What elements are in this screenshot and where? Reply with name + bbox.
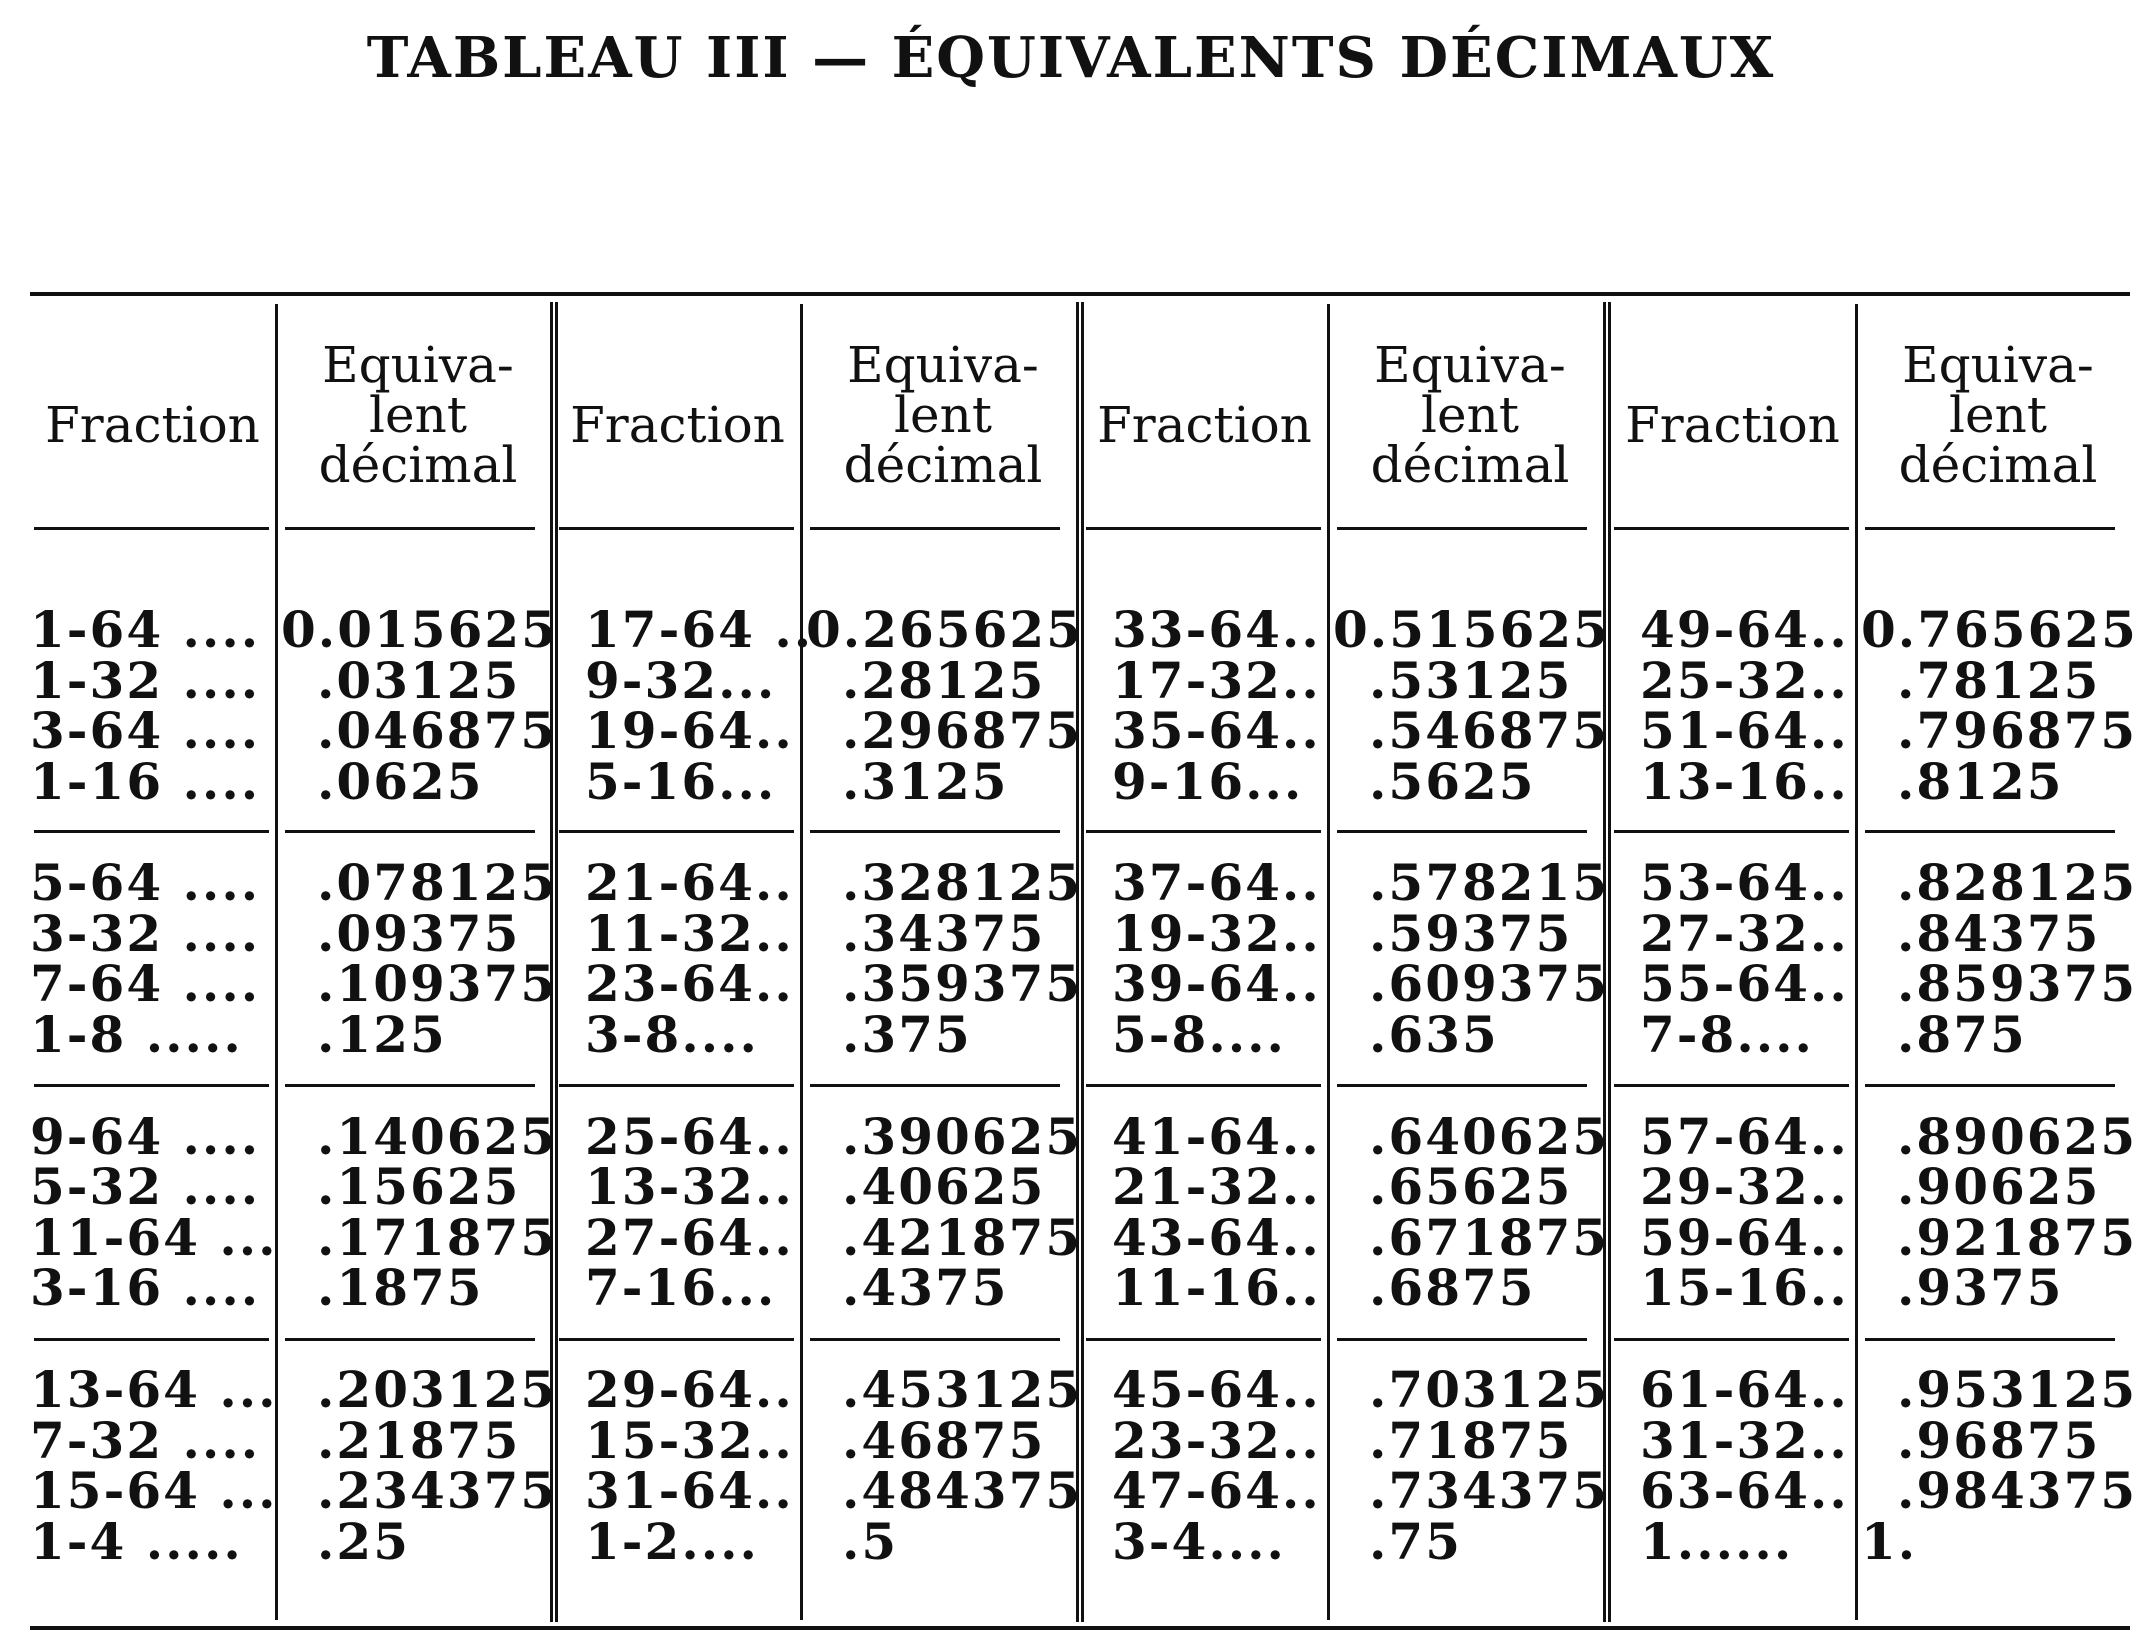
decimal-cell: .15625	[317, 1157, 521, 1216]
fraction-cell: 1-32 ....	[30, 651, 261, 710]
fraction-cell: 29-32..	[1640, 1157, 1849, 1216]
group-rule	[1865, 830, 2115, 833]
header-rule	[1614, 527, 1849, 530]
decimal-cell: .390625	[842, 1107, 1083, 1166]
decimal-cell: 0.515625	[1333, 600, 1610, 659]
decimal-cell: .46875	[842, 1411, 1046, 1470]
fraction-cell: 17-32..	[1112, 651, 1321, 710]
fraction-cell: 1-8 .....	[30, 1005, 243, 1064]
fraction-cell: 23-32..	[1112, 1411, 1321, 1470]
header-decimal-line: Equiva-	[322, 336, 514, 394]
group-rule	[810, 1338, 1060, 1341]
decimal-cell: .21875	[317, 1411, 521, 1470]
decimal-cell: .375	[842, 1005, 972, 1064]
fraction-cell: 19-32..	[1112, 904, 1321, 963]
decimal-cell: .03125	[317, 651, 521, 710]
header-decimal-equivalent	[1863, 336, 2133, 494]
fraction-cell: 19-64..	[585, 701, 794, 760]
decimal-cell: .1875	[317, 1258, 484, 1317]
fraction-cell: 25-64..	[585, 1107, 794, 1166]
fraction-cell: 11-16..	[1112, 1258, 1321, 1317]
fraction-cell: 15-64 ...	[30, 1461, 278, 1520]
header-decimal-line: Equiva-	[1902, 336, 2094, 394]
fraction-decimal-separator	[1327, 304, 1330, 1620]
decimal-cell: 0.265625	[806, 600, 1083, 659]
header-rule	[1337, 527, 1587, 530]
fraction-cell: 11-64 ...	[30, 1208, 278, 1267]
header-rule	[1865, 527, 2115, 530]
fraction-cell: 1-2....	[585, 1512, 759, 1571]
fraction-cell: 25-32..	[1640, 651, 1849, 710]
fraction-cell: 49-64..	[1640, 600, 1849, 659]
decimal-cell: .65625	[1369, 1157, 1573, 1216]
decimal-cell: .4375	[842, 1258, 1009, 1317]
decimal-cell: .109375	[317, 954, 558, 1013]
decimal-cell: .703125	[1369, 1360, 1610, 1419]
header-decimal-line: lent	[369, 386, 467, 444]
header-rule	[559, 527, 794, 530]
header-decimal-equivalent	[283, 336, 553, 494]
decimal-cell: .09375	[317, 904, 521, 963]
group-rule	[285, 1338, 535, 1341]
fraction-cell: 15-16..	[1640, 1258, 1849, 1317]
decimal-cell: .84375	[1897, 904, 2101, 963]
decimal-cell: .484375	[842, 1461, 1083, 1520]
page-title: TABLEAU III — ÉQUIVALENTS DÉCIMAUX	[366, 25, 1776, 91]
decimal-cell: .5	[842, 1512, 899, 1571]
table-top-rule	[30, 292, 2130, 296]
decimal-cell: .921875	[1897, 1208, 2138, 1267]
group-rule	[559, 830, 794, 833]
header-decimal-line: lent	[1949, 386, 2047, 444]
decimal-cell: .046875	[317, 701, 558, 760]
decimal-cell: .59375	[1369, 904, 1573, 963]
group-rule	[34, 1338, 269, 1341]
fraction-cell: 1-4 .....	[30, 1512, 243, 1571]
fraction-cell: 47-64..	[1112, 1461, 1321, 1520]
fraction-cell: 33-64..	[1112, 600, 1321, 659]
decimal-cell: .0625	[317, 752, 484, 811]
fraction-cell: 1......	[1640, 1512, 1794, 1571]
fraction-cell: 21-64..	[585, 853, 794, 912]
fraction-cell: 27-32..	[1640, 904, 1849, 963]
decimal-cell: .359375	[842, 954, 1083, 1013]
fraction-cell: 1-64 ....	[30, 600, 261, 659]
decimal-cell: .640625	[1369, 1107, 1610, 1166]
decimal-cell: .75	[1369, 1512, 1462, 1571]
fraction-cell: 1-16 ....	[30, 752, 261, 811]
fraction-cell: 39-64..	[1112, 954, 1321, 1013]
fraction-cell: 13-32..	[585, 1157, 794, 1216]
decimal-cell: .71875	[1369, 1411, 1573, 1470]
decimal-cell: .28125	[842, 651, 1046, 710]
header-fraction: Fraction	[45, 396, 260, 454]
group-rule	[1614, 1338, 1849, 1341]
fraction-cell: 3-8....	[585, 1005, 759, 1064]
decimal-cell: .78125	[1897, 651, 2101, 710]
header-decimal-line: décimal	[318, 436, 518, 494]
decimal-cell: .8125	[1897, 752, 2064, 811]
decimal-cell: .635	[1369, 1005, 1499, 1064]
fraction-cell: 31-64..	[585, 1461, 794, 1520]
fraction-cell: 5-64 ....	[30, 853, 261, 912]
decimal-cell: .234375	[317, 1461, 558, 1520]
group-rule	[34, 830, 269, 833]
header-rule	[810, 527, 1060, 530]
decimal-cell: .796875	[1897, 701, 2138, 760]
decimal-cell: .953125	[1897, 1360, 2138, 1419]
group-rule	[1614, 830, 1849, 833]
decimal-cell: .546875	[1369, 701, 1610, 760]
fraction-cell: 43-64..	[1112, 1208, 1321, 1267]
decimal-cell: 0.015625	[281, 600, 558, 659]
fraction-cell: 9-16...	[1112, 752, 1304, 811]
header-decimal-equivalent	[808, 336, 1078, 494]
fraction-cell: 7-64 ....	[30, 954, 261, 1013]
group-rule	[559, 1084, 794, 1087]
group-rule	[1337, 1084, 1587, 1087]
fraction-cell: 23-64..	[585, 954, 794, 1013]
decimal-cell: .125	[317, 1005, 447, 1064]
group-rule	[1086, 830, 1321, 833]
header-decimal-line: lent	[1421, 386, 1519, 444]
decimal-cell: .828125	[1897, 853, 2138, 912]
header-decimal-line: Equiva-	[847, 336, 1039, 394]
fraction-cell: 27-64..	[585, 1208, 794, 1267]
decimal-cell: .5625	[1369, 752, 1536, 811]
decimal-cell: .578215	[1369, 853, 1610, 912]
decimal-cell: .171875	[317, 1208, 558, 1267]
decimal-cell: 0.765625	[1861, 600, 2138, 659]
decimal-cell: .421875	[842, 1208, 1083, 1267]
fraction-cell: 11-32..	[585, 904, 794, 963]
fraction-cell: 51-64..	[1640, 701, 1849, 760]
group-rule	[1865, 1338, 2115, 1341]
fraction-cell: 9-64 ....	[30, 1107, 261, 1166]
decimal-cell: .90625	[1897, 1157, 2101, 1216]
group-rule	[559, 1338, 794, 1341]
decimal-cell: .96875	[1897, 1411, 2101, 1470]
decimal-cell: .453125	[842, 1360, 1083, 1419]
fraction-cell: 31-32..	[1640, 1411, 1849, 1470]
fraction-cell: 7-32 ....	[30, 1411, 261, 1470]
header-rule	[285, 527, 535, 530]
header-decimal-line: Equiva-	[1374, 336, 1566, 394]
group-rule	[1337, 1338, 1587, 1341]
fraction-cell: 3-16 ....	[30, 1258, 261, 1317]
group-rule	[34, 1084, 269, 1087]
group-rule	[285, 830, 535, 833]
fraction-cell: 7-16...	[585, 1258, 777, 1317]
decimal-cell: .671875	[1369, 1208, 1610, 1267]
decimal-cell: .328125	[842, 853, 1083, 912]
header-decimal-line: décimal	[1898, 436, 2098, 494]
fraction-decimal-separator	[1855, 304, 1858, 1620]
decimal-cell: .53125	[1369, 651, 1573, 710]
header-rule	[34, 527, 269, 530]
fraction-cell: 37-64..	[1112, 853, 1321, 912]
header-decimal-equivalent	[1335, 336, 1605, 494]
header-decimal-line: décimal	[843, 436, 1043, 494]
fraction-cell: 41-64..	[1112, 1107, 1321, 1166]
decimal-cell: .875	[1897, 1005, 2027, 1064]
decimal-cell: .859375	[1897, 954, 2138, 1013]
group-rule	[1086, 1338, 1321, 1341]
decimal-cell: .3125	[842, 752, 1009, 811]
fraction-cell: 13-64 ...	[30, 1360, 278, 1419]
fraction-cell: 13-16..	[1640, 752, 1849, 811]
fraction-cell: 17-64 ..	[585, 600, 814, 659]
fraction-cell: 63-64..	[1640, 1461, 1849, 1520]
header-decimal-line: lent	[894, 386, 992, 444]
header-fraction: Fraction	[570, 396, 785, 454]
decimal-cell: .34375	[842, 904, 1046, 963]
fraction-cell: 55-64..	[1640, 954, 1849, 1013]
fraction-cell: 7-8....	[1640, 1005, 1814, 1064]
group-rule	[810, 830, 1060, 833]
decimal-cell: .40625	[842, 1157, 1046, 1216]
fraction-cell: 3-64 ....	[30, 701, 261, 760]
decimal-cell: .890625	[1897, 1107, 2138, 1166]
fraction-cell: 5-16...	[585, 752, 777, 811]
table-bottom-rule	[30, 1626, 2130, 1630]
fraction-cell: 59-64..	[1640, 1208, 1849, 1267]
fraction-cell: 45-64..	[1112, 1360, 1321, 1419]
group-rule	[1614, 1084, 1849, 1087]
fraction-cell: 3-32 ....	[30, 904, 261, 963]
fraction-cell: 29-64..	[585, 1360, 794, 1419]
fraction-cell: 57-64..	[1640, 1107, 1849, 1166]
fraction-cell: 3-4....	[1112, 1512, 1286, 1571]
fraction-cell: 9-32...	[585, 651, 777, 710]
group-rule	[1337, 830, 1587, 833]
fraction-cell: 21-32..	[1112, 1157, 1321, 1216]
decimal-cell: .140625	[317, 1107, 558, 1166]
decimal-cell: 1.	[1861, 1512, 1918, 1571]
fraction-cell: 5-32 ....	[30, 1157, 261, 1216]
fraction-cell: 15-32..	[585, 1411, 794, 1470]
decimal-cell: .203125	[317, 1360, 558, 1419]
group-rule	[285, 1084, 535, 1087]
header-rule	[1086, 527, 1321, 530]
decimal-cell: .296875	[842, 701, 1083, 760]
decimal-cell: .078125	[317, 853, 558, 912]
decimal-cell: .734375	[1369, 1461, 1610, 1520]
header-decimal-line: décimal	[1370, 436, 1570, 494]
decimal-cell: .609375	[1369, 954, 1610, 1013]
group-rule	[1865, 1084, 2115, 1087]
fraction-cell: 5-8....	[1112, 1005, 1286, 1064]
fraction-cell: 61-64..	[1640, 1360, 1849, 1419]
header-fraction: Fraction	[1097, 396, 1312, 454]
header-fraction: Fraction	[1625, 396, 1840, 454]
decimal-cell: .9375	[1897, 1258, 2064, 1317]
decimal-cell: .25	[317, 1512, 410, 1571]
group-rule	[810, 1084, 1060, 1087]
fraction-cell: 35-64..	[1112, 701, 1321, 760]
fraction-decimal-separator	[275, 304, 278, 1620]
group-rule	[1086, 1084, 1321, 1087]
fraction-cell: 53-64..	[1640, 853, 1849, 912]
decimal-cell: .984375	[1897, 1461, 2138, 1520]
decimal-cell: .6875	[1369, 1258, 1536, 1317]
fraction-decimal-separator	[800, 304, 803, 1620]
